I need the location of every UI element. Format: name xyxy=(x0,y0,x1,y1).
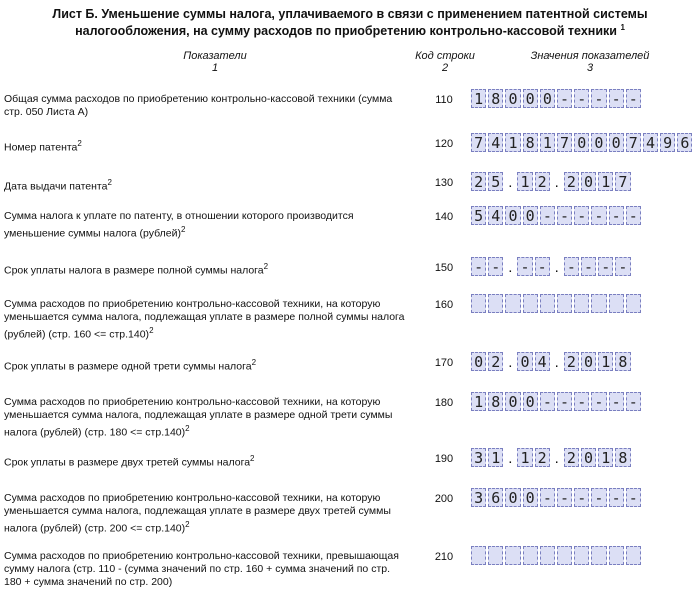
value-cell[interactable]: 2 xyxy=(535,172,550,191)
value-cell[interactable] xyxy=(505,294,520,313)
value-cell[interactable] xyxy=(591,294,606,313)
value-cell[interactable]: 8 xyxy=(488,89,503,108)
line-code: 140 xyxy=(434,211,454,223)
row-label-text: Срок уплаты в размере одной трети суммы налога xyxy=(4,360,252,373)
value-cells[interactable] xyxy=(471,206,643,225)
footnote-mark: 2 xyxy=(107,178,112,187)
value-cell[interactable] xyxy=(626,294,641,313)
value-cell[interactable]: 7 xyxy=(626,133,641,152)
footnote-mark: 2 xyxy=(251,358,257,367)
value-cell[interactable]: 1 xyxy=(505,133,520,152)
row-label-text: Сумма расходов по приобретению контрольно-кассовой техники, на которую уменьшается сумма налога, подлежащая уплате в размере полной суммы налога (рублей) (стр. 160 <= стр.140) xyxy=(4,298,405,341)
value-cell[interactable]: 0 xyxy=(540,89,555,108)
row-label-text: Сумма налога к уплате по патенту, в отношении которого производится уменьшение суммы налога (рублей) xyxy=(4,210,354,240)
line-code: 150 xyxy=(434,262,454,274)
value-cell[interactable] xyxy=(574,294,589,313)
value-cell[interactable]: - xyxy=(574,89,589,108)
footnote-mark: 2 xyxy=(149,326,154,335)
value-cell[interactable] xyxy=(574,546,589,565)
value-cell[interactable] xyxy=(557,294,572,313)
header-num-2: 2 xyxy=(441,62,449,74)
value-cell[interactable]: 1 xyxy=(517,448,532,467)
header-num-1: 1 xyxy=(211,62,219,74)
value-cell[interactable]: 8 xyxy=(615,352,630,371)
line-code: 210 xyxy=(434,551,454,563)
header-indicators: Показатели xyxy=(183,50,247,62)
value-cells[interactable] xyxy=(471,257,633,276)
footnote-mark: 2 xyxy=(250,454,255,463)
value-cell[interactable]: 4 xyxy=(488,133,503,152)
footnote-mark: 2 xyxy=(263,262,269,271)
value-cell[interactable]: - xyxy=(574,488,589,507)
row-label xyxy=(4,176,406,194)
value-cell[interactable]: 0 xyxy=(517,352,532,371)
row-label xyxy=(4,356,406,374)
value-cell[interactable]: - xyxy=(471,257,486,276)
date-separator: . xyxy=(554,354,559,371)
line-code: 180 xyxy=(434,397,454,409)
value-cell[interactable]: 2 xyxy=(564,448,579,467)
value-cell[interactable]: 2 xyxy=(564,172,579,191)
line-code: 170 xyxy=(434,357,454,369)
value-cell[interactable]: 4 xyxy=(535,352,550,371)
value-cells[interactable] xyxy=(471,294,643,313)
value-cell[interactable]: 2 xyxy=(488,352,503,371)
line-code: 200 xyxy=(434,493,454,505)
date-separator: . xyxy=(554,450,559,467)
value-cell[interactable] xyxy=(557,546,572,565)
value-cell[interactable]: - xyxy=(591,206,606,225)
value-cell[interactable]: - xyxy=(609,392,624,411)
value-cell[interactable] xyxy=(523,546,538,565)
row-label-text: Сумма расходов по приобретению контрольно-кассовой техники, на которую уменьшается сумма налога, подлежащая уплате в размере одной трети суммы налога (рублей) (стр. 180 <= стр.140) xyxy=(4,396,393,439)
row-label xyxy=(4,298,406,342)
row-label-text: Сумма расходов по приобретению контрольно-кассовой техники, на которую уменьшается сумма налога, подлежащая уплате в размере двух третей суммы налога (рублей) (стр. 200 <= стр.140) xyxy=(4,492,391,535)
value-cell[interactable] xyxy=(540,294,555,313)
row-label xyxy=(4,492,406,536)
row-label-text: Срок уплаты в размере двух третей суммы налога xyxy=(4,456,251,469)
value-cell[interactable]: 1 xyxy=(471,89,486,108)
value-cell[interactable] xyxy=(609,546,624,565)
value-cell[interactable]: - xyxy=(609,89,624,108)
value-cell[interactable]: 0 xyxy=(609,133,624,152)
value-cell[interactable]: 5 xyxy=(488,172,503,191)
value-cell[interactable]: 0 xyxy=(523,89,538,108)
value-cell[interactable] xyxy=(471,294,486,313)
value-cell[interactable]: 3 xyxy=(471,488,486,507)
value-cells[interactable] xyxy=(471,89,643,108)
value-cell[interactable]: - xyxy=(591,488,606,507)
value-cell[interactable]: 0 xyxy=(471,352,486,371)
value-cell[interactable]: 1 xyxy=(598,352,613,371)
date-separator: . xyxy=(508,174,513,191)
row-label xyxy=(4,550,406,589)
value-cells[interactable] xyxy=(471,392,643,411)
value-cell[interactable]: - xyxy=(574,206,589,225)
value-cell[interactable]: 4 xyxy=(488,206,503,225)
line-code: 160 xyxy=(434,299,454,311)
value-cell[interactable] xyxy=(523,294,538,313)
value-cell[interactable]: 0 xyxy=(591,133,606,152)
row-label xyxy=(4,210,406,241)
row-label xyxy=(4,260,406,278)
value-cell[interactable]: 1 xyxy=(598,448,613,467)
value-cell[interactable]: - xyxy=(591,89,606,108)
value-cell[interactable]: 8 xyxy=(615,448,630,467)
footnote-mark: 2 xyxy=(180,225,186,234)
date-separator: . xyxy=(508,259,513,276)
value-cell[interactable]: - xyxy=(615,257,630,276)
value-cell[interactable]: - xyxy=(564,257,579,276)
date-separator: . xyxy=(508,354,513,371)
date-separator: . xyxy=(508,450,513,467)
value-cell[interactable]: 7 xyxy=(615,172,630,191)
row-label xyxy=(4,396,406,440)
value-cell[interactable]: 0 xyxy=(505,392,520,411)
row-label xyxy=(4,93,406,119)
title-footnote-mark: 1 xyxy=(620,23,625,32)
value-cell[interactable]: 1 xyxy=(598,172,613,191)
value-cell[interactable] xyxy=(488,294,503,313)
value-cell[interactable]: - xyxy=(557,89,572,108)
header-values: Значения показателей xyxy=(530,50,650,62)
value-cell[interactable] xyxy=(471,546,486,565)
date-separator: . xyxy=(554,174,559,191)
value-cell[interactable]: 0 xyxy=(505,488,520,507)
value-cell[interactable] xyxy=(626,546,641,565)
value-cell[interactable] xyxy=(609,294,624,313)
value-cell[interactable]: - xyxy=(609,488,624,507)
line-code: 110 xyxy=(435,94,453,106)
value-cell[interactable]: 0 xyxy=(581,448,596,467)
header-line-code: Код строки xyxy=(415,50,475,62)
value-cell[interactable]: - xyxy=(517,257,532,276)
footnote-mark: 2 xyxy=(185,424,190,433)
value-cell[interactable] xyxy=(488,546,503,565)
value-cell[interactable]: 3 xyxy=(471,448,486,467)
value-cell[interactable]: 1 xyxy=(488,448,503,467)
line-code: 120 xyxy=(434,138,454,150)
value-cell[interactable]: - xyxy=(574,392,589,411)
value-cell[interactable]: 0 xyxy=(581,352,596,371)
value-cell[interactable]: 8 xyxy=(523,133,538,152)
value-cell[interactable]: 0 xyxy=(523,206,538,225)
sheet-title-line2: налогообложения, на сумму расходов по приобретению контрольно-кассовой техники $^1$ xyxy=(75,23,625,39)
value-cell[interactable]: 7 xyxy=(557,133,572,152)
value-cell[interactable]: - xyxy=(609,206,624,225)
value-cell[interactable]: 1 xyxy=(471,392,486,411)
value-cell[interactable]: - xyxy=(557,488,572,507)
value-cell[interactable]: 0 xyxy=(523,488,538,507)
value-cell[interactable]: 0 xyxy=(505,89,520,108)
footnote-mark: 2 xyxy=(185,520,190,529)
value-cell[interactable]: 8 xyxy=(488,392,503,411)
row-label-text: Сумма расходов по приобретению контрольно-кассовой техники, превышающая сумму налога (стр. 110 - (сумма значений по стр. 160 + сумма значений по стр. 180 + сумма значений по стр. 200) xyxy=(4,550,399,588)
row-label xyxy=(4,452,406,470)
value-cell[interactable]: - xyxy=(626,392,641,411)
value-cell[interactable] xyxy=(540,546,555,565)
line-code: 130 xyxy=(434,177,454,189)
value-cells[interactable] xyxy=(471,488,643,507)
value-cells[interactable] xyxy=(471,133,694,152)
value-cell[interactable]: 0 xyxy=(523,392,538,411)
row-label-text: Дата выдачи патента xyxy=(4,180,108,193)
value-cell[interactable]: 1 xyxy=(540,133,555,152)
value-cell[interactable]: 1 xyxy=(517,172,532,191)
value-cell[interactable]: - xyxy=(581,257,596,276)
value-cell[interactable]: 2 xyxy=(471,172,486,191)
value-cell[interactable]: 5 xyxy=(471,206,486,225)
value-cell[interactable]: - xyxy=(540,392,555,411)
value-cell[interactable]: 9 xyxy=(660,133,675,152)
row-label xyxy=(4,137,406,155)
value-cell[interactable]: - xyxy=(626,488,641,507)
value-cell[interactable]: 0 xyxy=(574,133,589,152)
header-num-3: 3 xyxy=(586,62,594,74)
value-cells[interactable] xyxy=(471,172,633,191)
value-cell[interactable]: 2 xyxy=(535,448,550,467)
value-cell[interactable]: - xyxy=(540,488,555,507)
sheet-title-line1: Лист Б. Уменьшение суммы налога, уплачиваемого в связи с применением патентной системы xyxy=(52,7,648,21)
value-cell[interactable]: - xyxy=(598,257,613,276)
row-label-text: Срок уплаты налога в размере полной суммы налога xyxy=(4,264,264,277)
value-cell[interactable]: 4 xyxy=(643,133,658,152)
value-cells[interactable] xyxy=(471,448,633,467)
value-cell[interactable]: 2 xyxy=(564,352,579,371)
value-cell[interactable]: 6 xyxy=(488,488,503,507)
value-cell[interactable]: - xyxy=(626,89,641,108)
date-separator: . xyxy=(554,259,559,276)
value-cell[interactable]: 7 xyxy=(471,133,486,152)
value-cell[interactable]: 6 xyxy=(677,133,692,152)
value-cell[interactable]: 0 xyxy=(581,172,596,191)
value-cell[interactable]: - xyxy=(540,206,555,225)
row-label-text: Общая сумма расходов по приобретению контрольно-кассовой техники (сумма стр. 050 Листа А) xyxy=(4,93,393,118)
value-cell[interactable]: 0 xyxy=(505,206,520,225)
row-label-text: Номер патента xyxy=(4,141,78,154)
value-cell[interactable] xyxy=(591,546,606,565)
value-cell[interactable] xyxy=(505,546,520,565)
footnote-mark: 2 xyxy=(77,139,82,148)
value-cell[interactable]: - xyxy=(557,392,572,411)
value-cells[interactable] xyxy=(471,546,643,565)
value-cell[interactable]: - xyxy=(488,257,503,276)
value-cell[interactable]: - xyxy=(535,257,550,276)
value-cell[interactable]: - xyxy=(557,206,572,225)
sheet-title xyxy=(0,7,700,38)
value-cell[interactable]: - xyxy=(591,392,606,411)
value-cell[interactable]: - xyxy=(626,206,641,225)
line-code: 190 xyxy=(434,453,454,465)
value-cells[interactable] xyxy=(471,352,633,371)
